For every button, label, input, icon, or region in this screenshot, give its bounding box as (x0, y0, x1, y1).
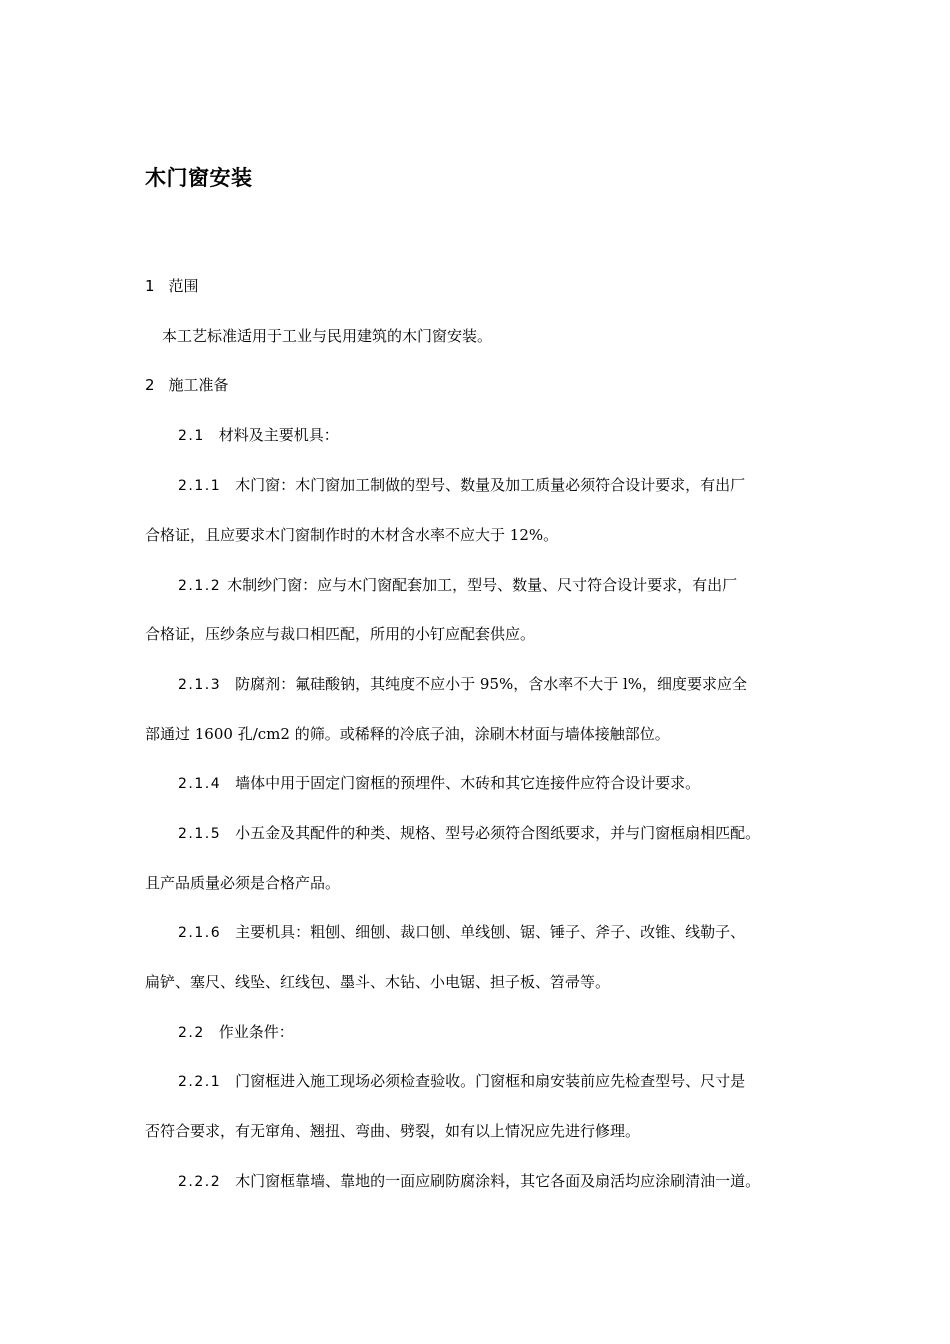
section-heading-text: 施工准备 (168, 376, 229, 394)
clause-2-1-5 (178, 823, 760, 844)
clause-number: 2.1.1 (178, 478, 222, 494)
clause-text: 门窗框进入施工现场必须检查验收。门窗框和扇安装前应先检查型号、尺寸是 (235, 1072, 746, 1090)
clause-text: 主要机具：粗刨、细刨、裁口刨、单线刨、锯、锤子、斧子、改锥、线勒子、 (235, 923, 746, 941)
clause-number: 2.1 (178, 428, 205, 444)
clause-2-1-2 (178, 575, 737, 596)
clause-number: 2.1.5 (178, 826, 222, 842)
section-1-body: 本工艺标准适用于工业与民用建筑的木门窗安装。 (162, 327, 493, 345)
clause-2-2-2 (178, 1171, 760, 1192)
clause-2-1-5-continuation: 且产品质量必须是合格产品。 (145, 874, 341, 892)
section-heading-text: 范围 (168, 277, 199, 295)
section-number: 2 (145, 376, 155, 394)
section-1-heading (145, 276, 199, 296)
clause-text: 木门窗：木门窗加工制做的型号、数量及加工质量必须符合设计要求，有出厂 (235, 476, 746, 494)
clause-2-2-1-continuation: 否符合要求，有无窜角、翘扭、弯曲、劈裂，如有以上情况应先进行修理。 (145, 1122, 641, 1140)
clause-number: 2.1.2 (178, 578, 222, 594)
clause-2-1-3 (178, 674, 747, 695)
clause-text: 小五金及其配件的种类、规格、型号必须符合图纸要求，并与门窗框扇相匹配。 (235, 824, 761, 842)
clause-2-1-3-continuation: 部通过 1600 孔/cm2 的筛。或稀释的冷底子油，涂刷木材面与墙体接触部位。 (145, 725, 670, 743)
clause-2-1 (178, 425, 339, 446)
section-2-heading (145, 375, 229, 395)
clause-number: 2.1.3 (178, 677, 222, 693)
clause-number: 2.1.4 (178, 776, 222, 792)
clause-text: 木门窗框靠墙、靠地的一面应刷防腐涂料，其它各面及扇活均应涂刷清油一道。 (235, 1172, 761, 1190)
clause-number: 2.2 (178, 1025, 205, 1041)
clause-text: 墙体中用于固定门窗框的预埋件、木砖和其它连接件应符合设计要求。 (235, 774, 701, 792)
clause-text: 防腐剂：氟硅酸钠，其纯度不应小于 95%，含水率不大于 l%，细度要求应全 (235, 675, 748, 693)
clause-2-1-6 (178, 922, 745, 943)
clause-text: 作业条件： (218, 1023, 294, 1041)
clause-2-1-1 (178, 475, 745, 496)
clause-2-2-1 (178, 1071, 745, 1092)
clause-2-2 (178, 1022, 294, 1043)
section-number: 1 (145, 277, 155, 295)
clause-text: 材料及主要机具： (218, 426, 339, 444)
clause-2-1-6-continuation: 扁铲、塞尺、线坠、红线包、墨斗、木钻、小电锯、担子板、笤帚等。 (145, 973, 611, 991)
document-title: 木门窗安装 (145, 166, 253, 190)
clause-2-1-1-continuation: 合格证，且应要求木门窗制作时的木材含水率不应大于 12%。 (145, 526, 559, 544)
clause-2-1-4 (178, 773, 700, 794)
clause-text: 木制纱门窗：应与木门窗配套加工，型号、数量、尺寸符合设计要求，有出厂 (227, 576, 738, 594)
clause-2-1-2-continuation: 合格证，压纱条应与裁口相匹配，所用的小钉应配套供应。 (145, 625, 536, 643)
clause-number: 2.2.2 (178, 1174, 222, 1190)
clause-number: 2.1.6 (178, 925, 222, 941)
clause-number: 2.2.1 (178, 1074, 222, 1090)
